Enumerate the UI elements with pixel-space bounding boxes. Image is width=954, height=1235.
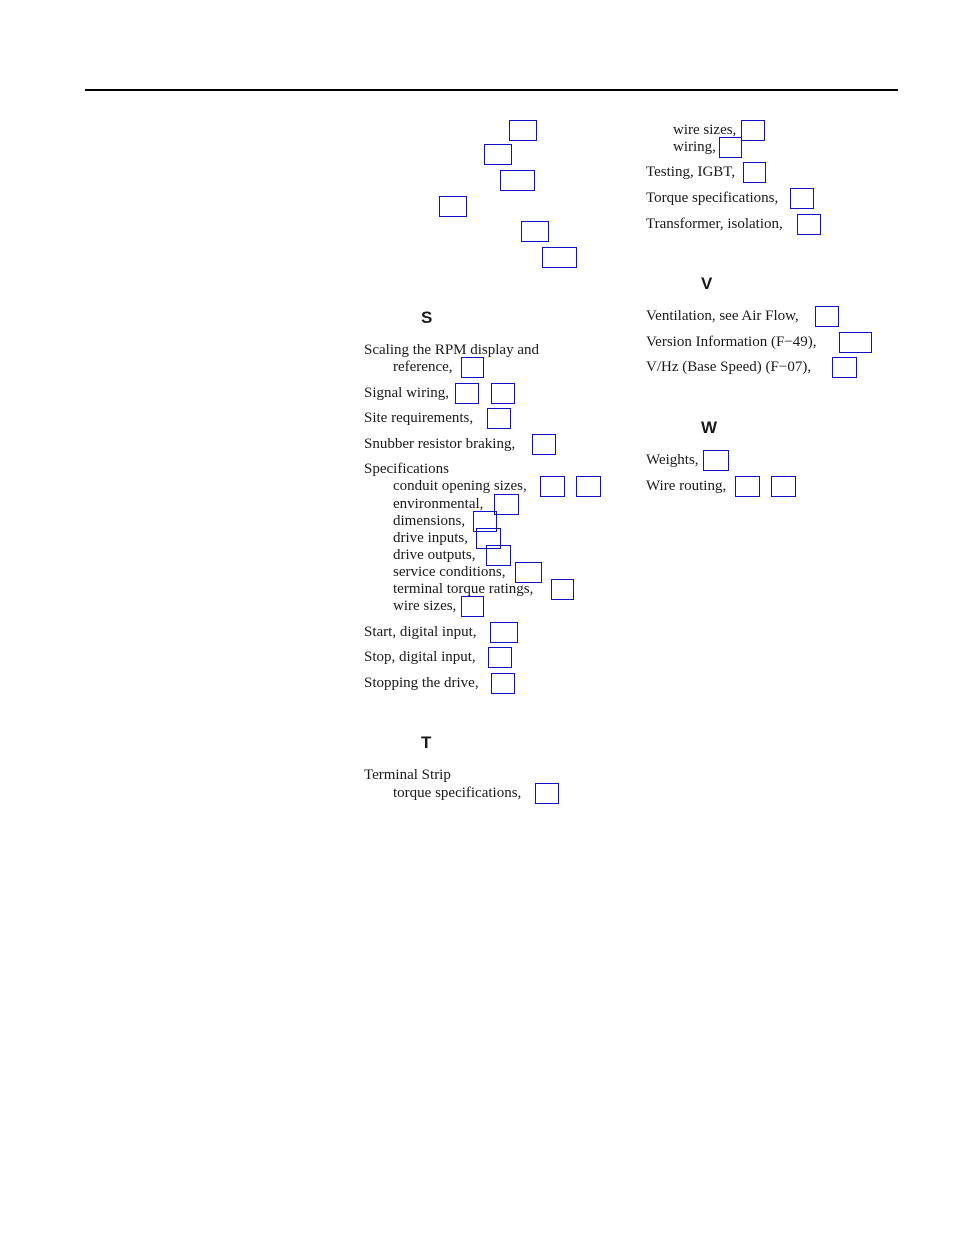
- page-link-box[interactable]: [461, 596, 484, 617]
- page-link-box[interactable]: [576, 476, 601, 497]
- index-subentry: wire sizes,: [393, 598, 457, 614]
- section-heading-v: V: [701, 274, 713, 293]
- page-link-box[interactable]: [797, 214, 821, 235]
- section-heading-w: W: [701, 418, 718, 437]
- page-link-box[interactable]: [515, 562, 542, 583]
- page-link-box[interactable]: [509, 120, 537, 141]
- page-link-box[interactable]: [439, 196, 467, 217]
- page-link-box[interactable]: [719, 137, 742, 158]
- page-link-box[interactable]: [488, 647, 512, 668]
- index-entry: Specifications: [364, 461, 449, 477]
- index-entry: Signal wiring,: [364, 385, 449, 401]
- index-entry: Stop, digital input,: [364, 649, 476, 665]
- index-subentry: wire sizes,: [673, 122, 737, 138]
- page-link-box[interactable]: [832, 357, 857, 378]
- page-link-box[interactable]: [494, 494, 519, 515]
- index-entry: Weights,: [646, 452, 699, 468]
- page-link-box[interactable]: [455, 383, 479, 404]
- index-subentry: terminal torque ratings,: [393, 581, 534, 597]
- page-link-box[interactable]: [461, 357, 484, 378]
- index-entry: Wire routing,: [646, 478, 727, 494]
- index-entry: Start, digital input,: [364, 624, 477, 640]
- index-subentry: drive inputs,: [393, 530, 468, 546]
- page-link-box[interactable]: [551, 579, 574, 600]
- page-link-box[interactable]: [703, 450, 729, 471]
- index-entry: Ventilation, see Air Flow,: [646, 308, 799, 324]
- index-subentry: wiring,: [673, 139, 716, 155]
- index-subentry: dimensions,: [393, 513, 466, 529]
- index-entry: Testing, IGBT,: [646, 164, 736, 180]
- page-link-box[interactable]: [491, 383, 515, 404]
- index-entry: Scaling the RPM display and: [364, 342, 539, 358]
- section-heading-s: S: [421, 308, 433, 327]
- index-entry: Stopping the drive,: [364, 675, 479, 691]
- section-heading-t: T: [421, 733, 432, 752]
- page-link-box[interactable]: [535, 783, 559, 804]
- index-entry: Snubber resistor braking,: [364, 436, 516, 452]
- index-entry: Site requirements,: [364, 410, 474, 426]
- index-entry: Torque specifications,: [646, 190, 779, 206]
- page-link-box[interactable]: [540, 476, 565, 497]
- index-subentry: environmental,: [393, 496, 484, 512]
- page-link-box[interactable]: [487, 408, 511, 429]
- page-link-box[interactable]: [500, 170, 535, 191]
- header-rule: [85, 89, 898, 91]
- index-entry: Version Information (F−49),: [646, 334, 817, 350]
- page-link-box[interactable]: [771, 476, 796, 497]
- page-link-box[interactable]: [741, 120, 765, 141]
- page-link-box[interactable]: [743, 162, 766, 183]
- page-link-box[interactable]: [491, 673, 515, 694]
- index-entry: Transformer, isolation,: [646, 216, 783, 232]
- page-link-box[interactable]: [486, 545, 511, 566]
- index-subentry: drive outputs,: [393, 547, 476, 563]
- page-link-box[interactable]: [484, 144, 512, 165]
- page-link-box[interactable]: [790, 188, 814, 209]
- index-subentry: torque specifications,: [393, 785, 522, 801]
- page-link-box[interactable]: [532, 434, 556, 455]
- index-entry: V/Hz (Base Speed) (F−07),: [646, 359, 812, 375]
- page-link-box[interactable]: [521, 221, 549, 242]
- index-entry: Terminal Strip: [364, 767, 451, 783]
- index-subentry: conduit opening sizes,: [393, 478, 527, 494]
- index-subentry: service conditions,: [393, 564, 506, 580]
- page-link-box[interactable]: [542, 247, 577, 268]
- page-link-box[interactable]: [490, 622, 518, 643]
- page-link-box[interactable]: [839, 332, 872, 353]
- index-subentry: reference,: [393, 359, 453, 375]
- page-link-box[interactable]: [735, 476, 760, 497]
- page-link-box[interactable]: [815, 306, 839, 327]
